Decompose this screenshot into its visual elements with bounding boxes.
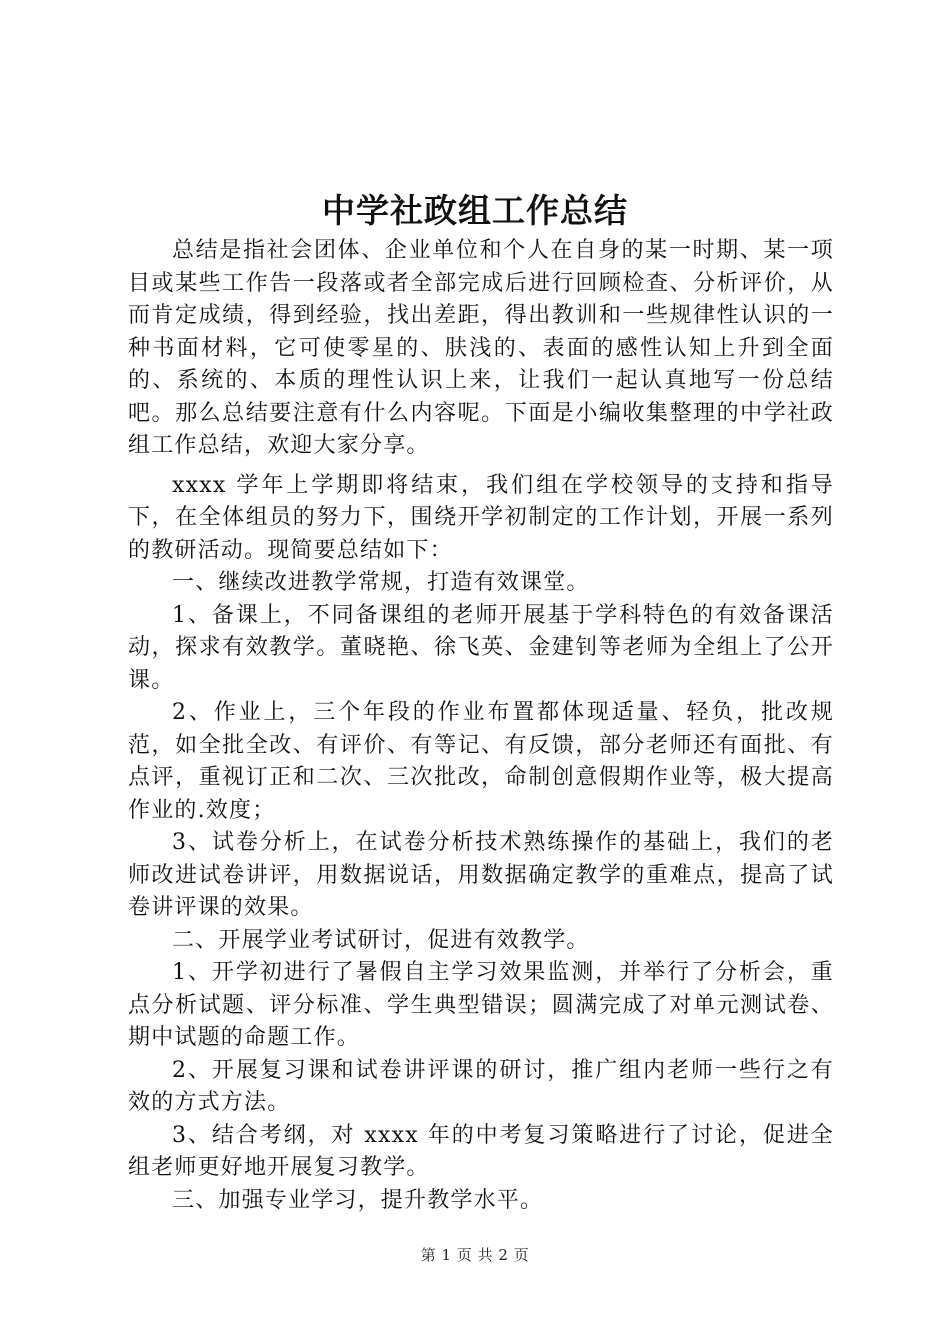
paragraph-review-lessons: 2、开展复习课和试卷讲评课的研讨，推广组内老师一些行之有效的方式方法。 — [128, 1057, 834, 1115]
paragraph-homework: 2、作业上，三个年段的作业布置都体现适量、轻负，批改规范，如全批全改、有评价、有等记、有反馈，部分老师还有面批、有点评，重视订正和二次、三次批改，命制创意假期作业等，极大提高作业的.效度； — [128, 700, 834, 823]
paragraph-intro: 总结是指社会团体、企业单位和个人在自身的某一时期、某一项目或某些工作告一段落或者全部完成后进行回顾检查、分析评价，从而肯定成绩，得到经验，找出差距，得出教训和一些规律性认识的一种书面材料，它可使零星的、肤浅的、表面的感性认知上升到全面的、系统的、本质的理性认识上来，让我们一起认真地写一份总结吧。那么总结要注意有什么内容呢。下面是小编收集整理的中学社政组工作总结，欢迎大家分享。 — [128, 238, 834, 458]
page-footer: 第 1 页 共 2 页 — [420, 1246, 530, 1264]
section-heading-2: 二、开展学业考试研讨，促进有效教学。 — [172, 927, 590, 953]
paragraph-overview: xxxx 学年上学期即将结束，我们组在学校领导的支持和指导下，在全体组员的努力下，围绕开学初制定的工作计划，开展一系列的教研活动。现简要总结如下： — [128, 472, 834, 563]
section-heading-3: 三、加强专业学习，提升教学水平。 — [172, 1187, 544, 1213]
paragraph-lesson-prep: 1、备课上，不同备课组的老师开展基于学科特色的有效备课活动，探求有效教学。董晓艳、徐飞英、金建钊等老师为全组上了公开课。 — [128, 602, 834, 693]
document-body — [128, 235, 834, 1217]
section-heading-1: 一、继续改进教学常规，打造有效课堂。 — [172, 570, 590, 595]
document-title: 中学社政组工作总结 — [322, 191, 628, 230]
paragraph-exam-strategy: 3、结合考纲，对 xxxx 年的中考复习策略进行了讨论，促进全组老师更好地开展复习教学。 — [128, 1122, 834, 1180]
paragraph-test-analysis: 3、试卷分析上，在试卷分析技术熟练操作的基础上，我们的老师改进试卷讲评，用数据说话，用数据确定教学的重难点，提高了试卷讲评课的效果。 — [128, 830, 834, 920]
paragraph-exam-monitoring: 1、开学初进行了暑假自主学习效果监测，并举行了分析会，重点分析试题、评分标准、学生典型错误；圆满完成了对单元测试卷、期中试题的命题工作。 — [128, 960, 834, 1050]
